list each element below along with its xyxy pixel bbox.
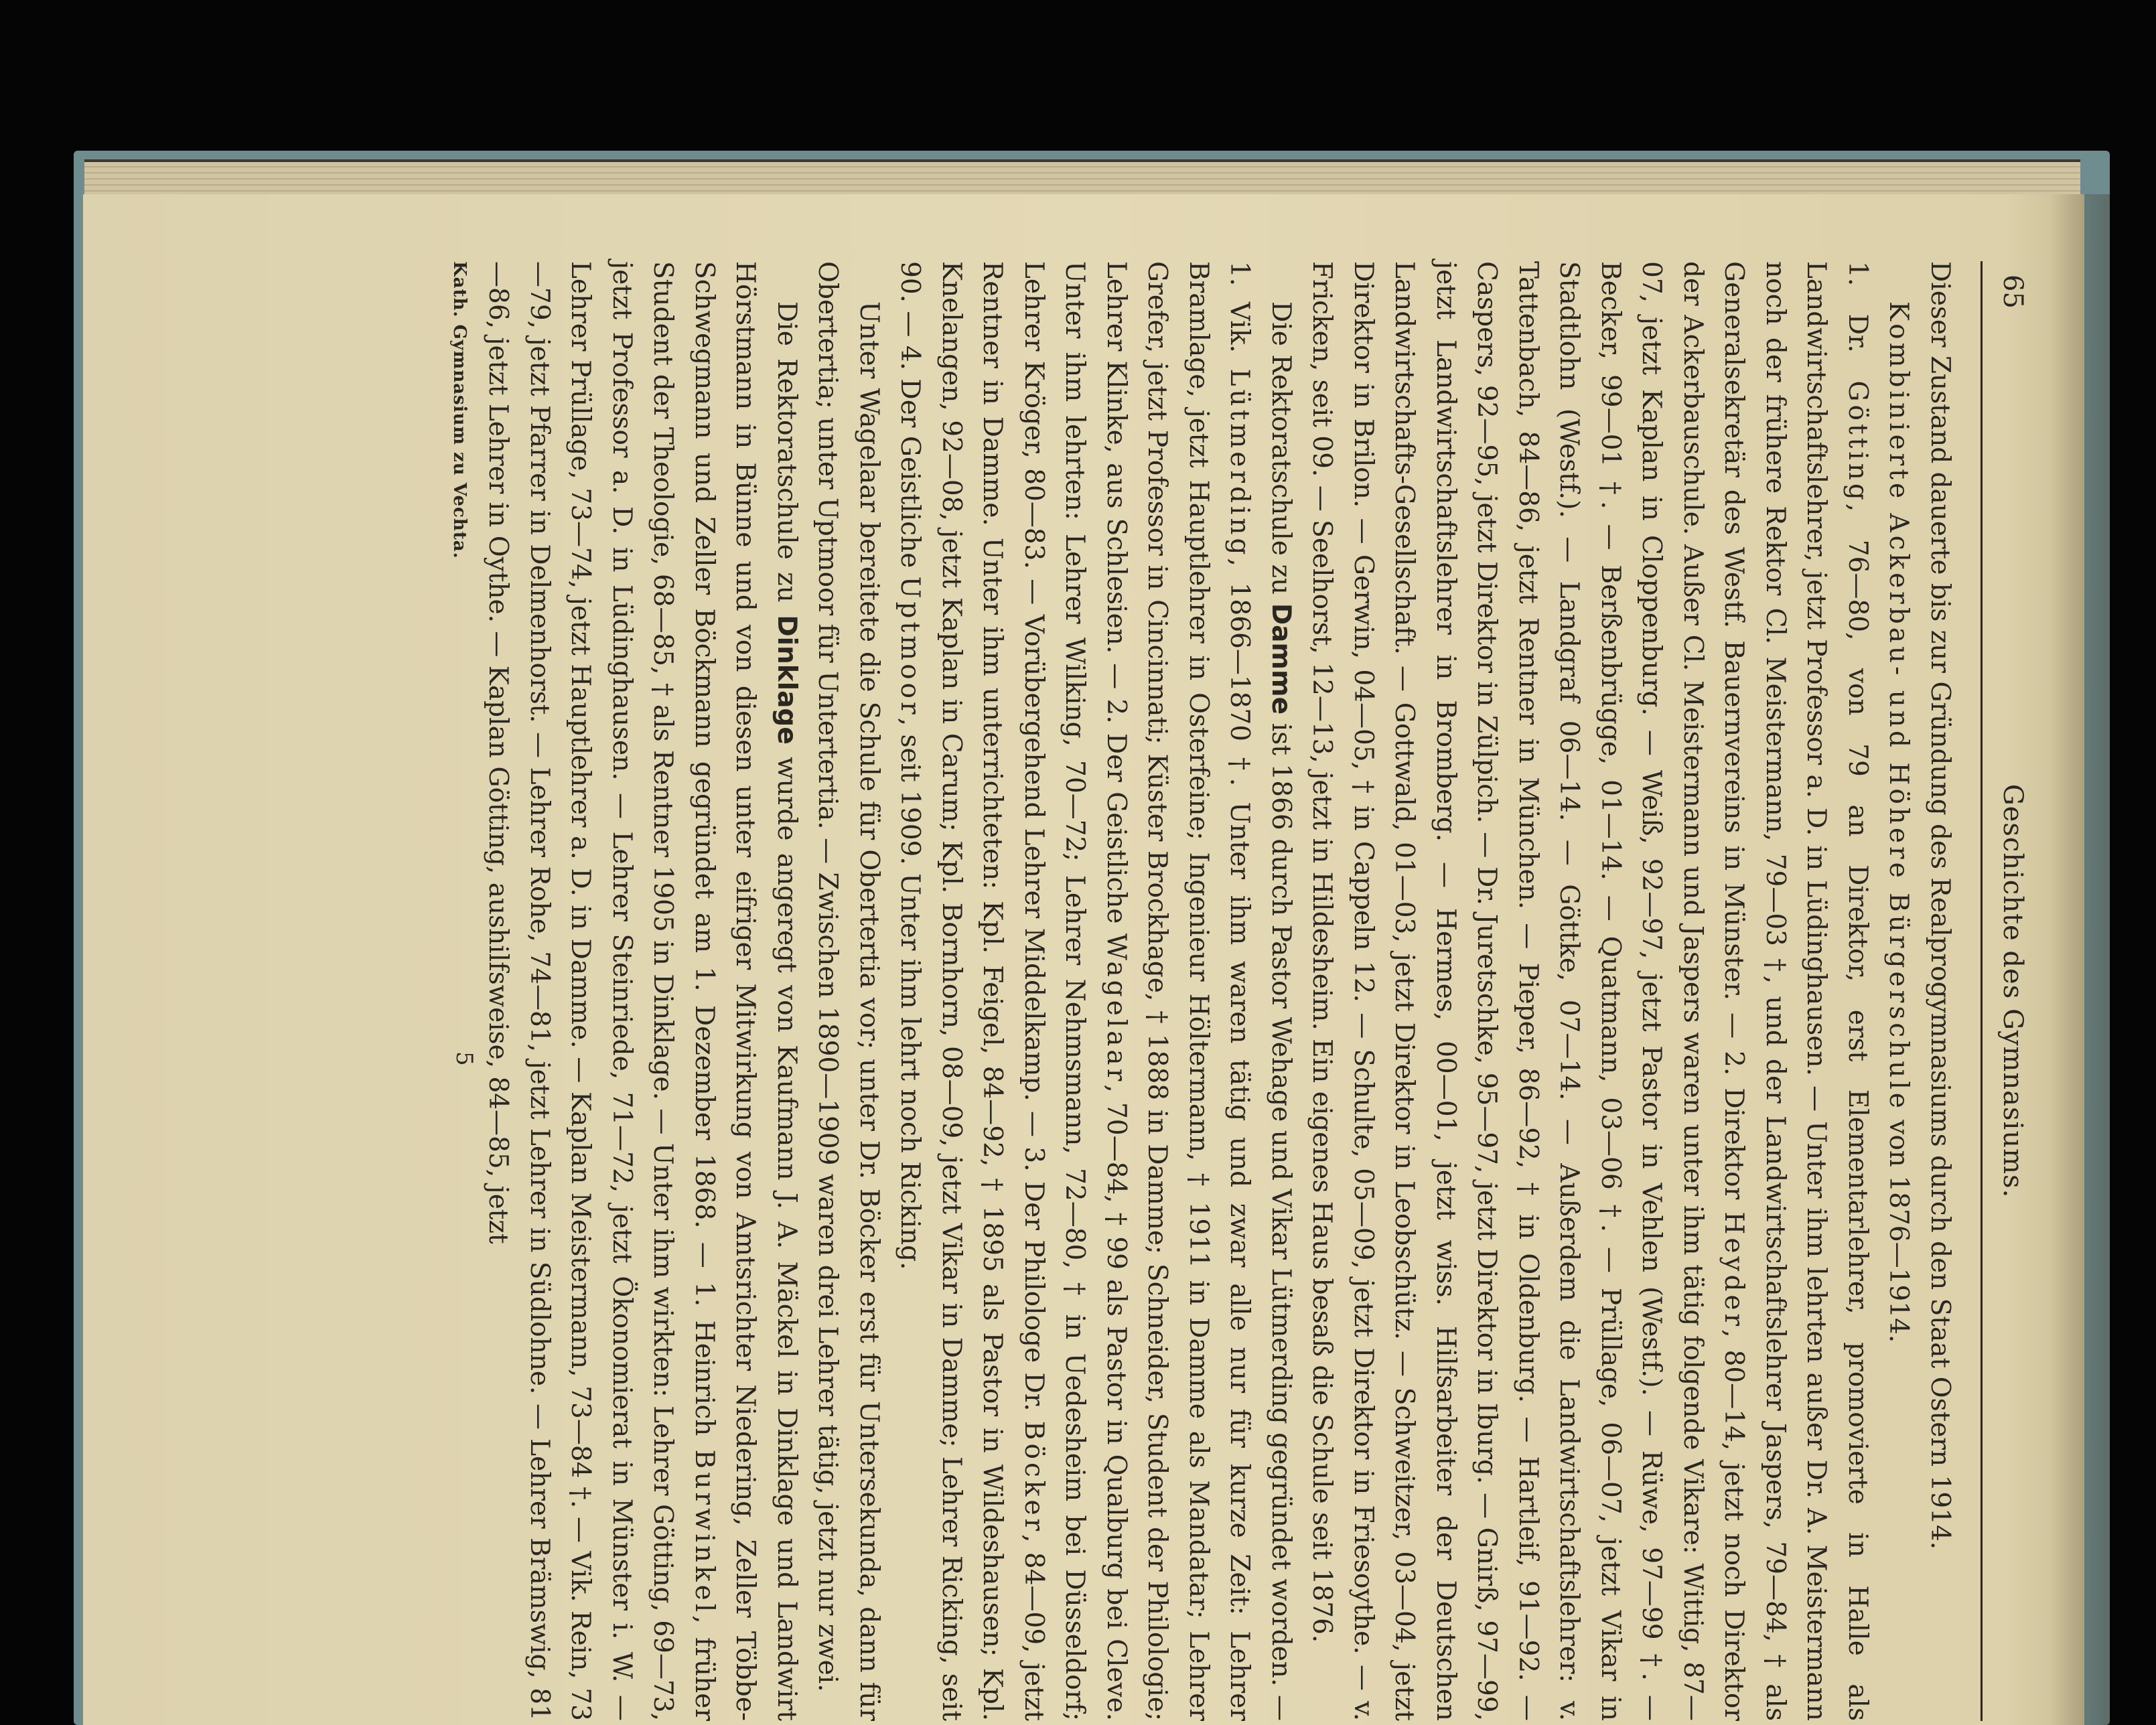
text-run: , 80—14, jetzt noch Direktor der Ackerbauschule. Außer Cl. Meistermann und Jaspers waren unter ihm tätig folgende Vikare: Wittig, 87—07, jetzt Kaplan in Cloppenburg. — Weiß, 92—97, jetzt Pastor in Vehlen (Westf.). — Rüwe, 97—99 †. — Becker, 99—01 †. — Berßenbrügge, 01—14. — Quatmann, 03—06 †. — Prüllage, 06—07, jetzt Vikar in Stadtlohn (Westf.). — Landgraf 06—14. — Göttke, 07—14. — Außerdem die Landwirtschaftslehrer: v. Tattenbach, 84—86, jetzt Rentner in München. — Pieper, 86—92, † in Oldenburg. — Hartleif, 91—92. — Caspers, 92—95, jetzt Direktor in Zülpich. — Dr. Juretschke, 95—97, jetzt Direktor in Iburg. — Gnirß, 97—99, jetzt Landwirtschaftslehrer in Bromberg. — Hermes, 00—01, jetzt wiss. Hilfsarbeiter der Deutschen Landwirtschafts-Gesellschaft. — Gottwald, 01—03, jetzt Direktor in Leobschütz. — Schweitzer, 03—04, jetzt Direktor in Brilon. — Gerwin, 04—05, † in Cappeln 12. — Schulte, 05—09, jetzt Direktor in Friesoythe. — v. Fricken, seit 09. — Seelhorst, 12—13, jetzt in Hildesheim. Ein eigenes Haus besaß die Schule seit 1876.	[1307, 261, 1749, 1721]
text-run: Götting	[1843, 380, 1873, 504]
rotated-text-block	[429, 261, 2036, 1721]
text-run: von 1876—1914.	[1883, 1111, 1914, 1343]
text-run: Burwinkel	[689, 1449, 719, 1616]
text-run: , 76—80, von 79 an Direktor, erst Elementarlehrer, promovierte in Halle als Landwirtschaftslehrer, jetzt Professor a. D. in Lüdinghausen. — Unter ihm lehrten außer Dr. A. Meistermann noch der frühere Rektor Cl. Meistermann, 79—03 †, und der Landwirtschaftslehrer Jaspers, 79—84, † als Generalsekretär des Westf. Bauernvereins in Münster. — 2. Direktor	[1719, 261, 1873, 1721]
page-header	[1981, 261, 2036, 1721]
text-run: , 84—09, jetzt Rentner in Damme. Unter ihm unterrichteten: Kpl. Feigel, 84—92, † 1895 als Pastor in Wildeshausen; Kpl. Knelangen, 92—08, jetzt Kaplan in Carum; Kpl. Bornhorn, 08—09, jetzt Vikar in Damme; Lehrer Ricking, seit 90. — 4. Der Geistliche	[895, 261, 1049, 1721]
footer-signature: Kath. Gymnasium zu Vechta.	[449, 261, 470, 559]
text-run: Böcker	[1019, 1420, 1049, 1535]
spine-shadow	[2050, 194, 2110, 1725]
text-run: wurde angeregt von Kaufmann J. A. Mäckel in Dinklage und Landwirt Hörstmann in Bünne und von diesen unter eifriger Mitwirkung von Amtsrichter Niedering, Zeller Többe-Schwegmann und Zeller Böckmann gegründet am 1. Dezember 1868. — 1. Heinrich	[689, 261, 802, 1722]
text-run: Kombinierte Ackerbau- und Höhere Bürgerschule	[1883, 301, 1914, 1112]
paragraph	[1878, 261, 1920, 1721]
text-run: 1. Dr.	[1843, 261, 1873, 381]
paragraph	[478, 261, 807, 1721]
text-run: Die Rektoratschule zu	[1266, 301, 1296, 603]
text-run: , früher Student der Theologie, 68—85, † als Rentner 1905 in Dinklage. — Unter ihm wirkten: Lehrer Götting, 69—73, jetzt Professor a. D. in Lüdinghausen. — Lehrer Steinriede, 71—72, jetzt Ökonomierat in Münster i. W. — Lehrer Prüllage, 73—74, jetzt Hauptlehrer a. D. in Damme. — Kaplan Meistermann, 73—84 †. — Vik. Rein, 73—79, jetzt Pfarrer in Delmenhorst. — Lehrer Rohe, 74—81, jetzt Lehrer in Südlohne. — Lehrer Brämswig, 81—86, jetzt Lehrer in Oythe. — Kaplan Götting, aushilfsweise, 84—85, jetzt	[483, 261, 719, 1721]
page-footer	[433, 261, 478, 1721]
text-run: Dieser Zustand dauerte bis zur Gründung des Realprogymnasiums durch den Staat Ostern 1914.	[1925, 261, 1955, 1550]
paragraph	[1301, 261, 1878, 1721]
text-run: Damme	[1266, 603, 1296, 715]
paragraph	[1920, 261, 1961, 1721]
text-run: , 1866—1870 †. Unter ihm waren tätig und zwar alle nur für kurze Zeit: Lehrer Bramlage, jetzt Hauptlehrer in Osterfeine; Ingenieur Höltermann, † 1911 in Damme als Mandatar; Lehrer Grefer, jetzt Professor in Cincinnati; Küster Brockhage, † 1888 in Damme; Schneider, Student der Philologie; Lehrer Klinke, aus Schlesien. — 2. Der Geistliche	[1101, 261, 1255, 1721]
text-run: Dinklage	[772, 615, 802, 745]
text-run: Wagelaar	[1101, 933, 1131, 1085]
page-number: 65	[1997, 275, 2028, 309]
text-run: Lütmerding	[1224, 368, 1255, 558]
text-run: Unter Wagelaar bereitete die Schule für Obertertia vor; unter Dr. Böcker erst für Untersekunda, dann für Obertertia; unter Uptmoor für Untertertia. — Zwischen 1890—1909 waren drei Lehrer tätig, jetzt nur zwei.	[812, 261, 884, 1721]
text-run: ist 1866 durch Pastor Wehage und Vikar Lütmerding gegründet worden. — 1. Vik.	[1224, 261, 1296, 1721]
sheet-number: 5	[451, 1051, 478, 1066]
text-run: , 70—84, † 99 als Pastor in Qualburg bei Cleve. Unter ihm lehrten: Lehrer Wilking, 70—72; Lehrer Nehmsmann, 72—80, † in Uedesheim bei Düsseldorf; Lehrer Kröger, 80—83. — Vorübergehend Lehrer Middelkamp. — 3. Der Philologe Dr.	[1019, 261, 1131, 1721]
running-head: Geschichte des Gymnasiums.	[1997, 783, 2028, 1199]
paragraph	[889, 261, 1301, 1721]
text-run: Uptmoor	[895, 576, 926, 718]
text-run: , seit 1909. Unter ihm lehrt noch Ricking.	[895, 717, 926, 1270]
paragraph	[807, 261, 889, 1721]
body-text	[478, 261, 1960, 1721]
text-run: Die Rektoratschule zu	[772, 301, 802, 615]
text-run: Heyder	[1719, 1211, 1749, 1330]
